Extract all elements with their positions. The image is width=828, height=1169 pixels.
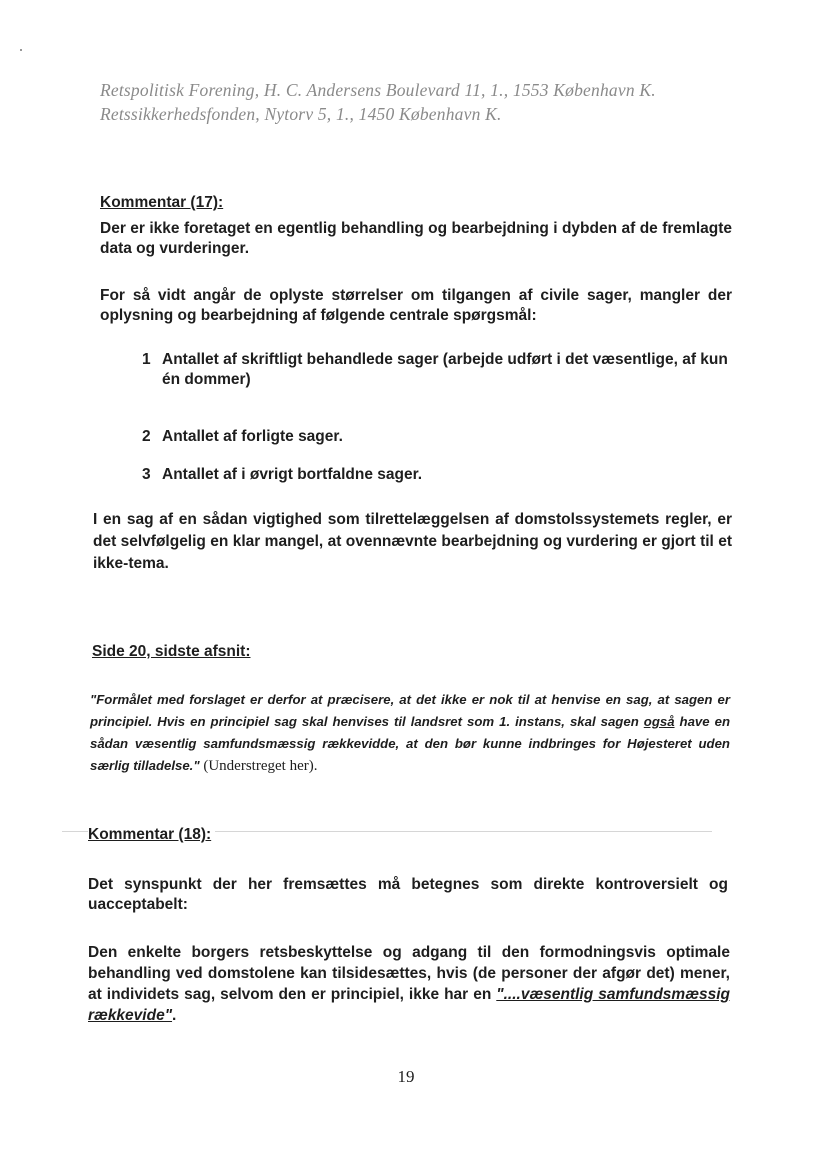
comment-17-paragraph-2: For så vidt angår de oplyste størrelser om tilgangen af civile sager, mangler der oplysning og bearbejdning af følgende centrale spørgsmål: bbox=[100, 287, 732, 324]
list-item-3 bbox=[142, 465, 734, 485]
quote-text-part-1: "Formålet med forslaget er derfor at præcisere, at det ikke er nok til at henvise en sag, at sagen er principiel. Hvis en principiel sag skal henvises til landsret som 1. instans, skal sagen bbox=[90, 692, 730, 729]
header-address-line-2: Retssikkerhedsfonden, Nytorv 5, 1., 1450 København K. bbox=[100, 104, 502, 124]
comment-17-paragraph-3: I en sag af en sådan vigtighed som tilrettelæggelsen af domstolssystemets regler, er det selvfølgelig en klar mangel, at ovennævnte bearbejdning og vurdering er gjort til et ikke-tema. bbox=[93, 511, 732, 572]
list-item-text: Antallet af forligte sager. bbox=[162, 428, 343, 445]
side-20-quote bbox=[90, 689, 730, 777]
list-item-number: 2 bbox=[142, 428, 151, 445]
quote-underlined-word: også bbox=[643, 714, 675, 729]
list-item-2 bbox=[142, 427, 734, 447]
header-address-line-1: Retspolitisk Forening, H. C. Andersens Boulevard 11, 1., 1553 København K. bbox=[100, 80, 656, 100]
quote-text-part-2: have en sådan væsentlig samfundsmæssig rækkevidde, at den bør kunne indbringes for Højesteret uden særlig tilladelse." bbox=[90, 714, 730, 773]
quote-suffix: (Understreget her). bbox=[199, 758, 318, 774]
quoted-phrase: "....væsentlig samfundsmæssig rækkevide" bbox=[88, 986, 730, 1024]
scan-speck bbox=[20, 49, 22, 51]
comment-17-paragraph-1: Der er ikke foretaget en egentlig behandling og bearbejdning i dybden af de fremlagte data og vurderinger. bbox=[100, 220, 732, 257]
list-item-number: 3 bbox=[142, 466, 151, 483]
list-item-1 bbox=[142, 350, 734, 390]
page-number: 19 bbox=[397, 1067, 415, 1086]
paragraph-lead-text: Den enkelte borgers retsbeskyttelse og adgang til den formodningsvis optimale behandling ved domstolene kan tilsidesættes, hvis (de personer der afgør det) mener, at individets sag, selvom den er principiel, ikke har en bbox=[88, 944, 730, 1003]
comment-18-paragraph-1: Det synspunkt der her fremsættes må betegnes som direkte kontroversielt og uacceptabelt: bbox=[88, 876, 728, 913]
comment-18-paragraph-2 bbox=[88, 942, 730, 1026]
list-item-number: 1 bbox=[142, 351, 151, 368]
comment-18-heading: Kommentar (18): bbox=[88, 826, 215, 844]
paragraph-end: . bbox=[172, 1007, 177, 1024]
comment-17-heading: Kommentar (17): bbox=[100, 194, 224, 211]
list-item-text: Antallet af skriftligt behandlede sager (arbejde udført i det væsentlige, af kun én dommer) bbox=[162, 351, 728, 388]
list-item-text: Antallet af i øvrigt bortfaldne sager. bbox=[162, 466, 423, 483]
side-20-heading: Side 20, sidste afsnit: bbox=[92, 643, 251, 660]
